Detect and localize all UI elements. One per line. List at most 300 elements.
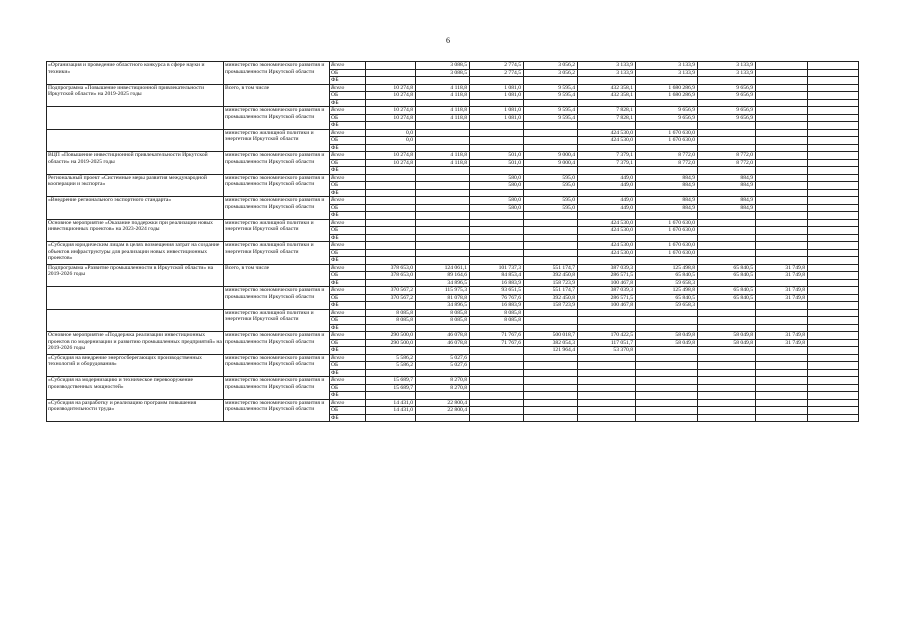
amount-cell	[416, 137, 470, 145]
empty-cell	[808, 137, 859, 145]
amount-cell	[636, 384, 698, 392]
empty-cell	[808, 324, 859, 332]
amount-cell	[756, 392, 808, 400]
amount-cell	[470, 122, 524, 130]
amount-cell	[524, 129, 578, 137]
amount-cell: 58 049,8	[636, 332, 698, 340]
amount-cell: 1 680 286,9	[636, 92, 698, 100]
amount-cell	[524, 369, 578, 377]
amount-cell: 14 431,0	[366, 399, 416, 407]
amount-cell	[366, 369, 416, 377]
empty-cell	[808, 279, 859, 287]
funding-source-cell: ФБ	[330, 144, 366, 152]
amount-cell: 34 896,5	[416, 302, 470, 310]
amount-cell	[698, 377, 756, 385]
amount-cell	[636, 354, 698, 362]
empty-cell	[808, 122, 859, 130]
amount-cell: 8 772,0	[636, 159, 698, 167]
amount-cell	[470, 189, 524, 197]
amount-cell	[416, 122, 470, 130]
responsible-executor-cell: министерство жилищной политики и энергетики Иркутской области	[224, 129, 330, 152]
amount-cell	[366, 324, 416, 332]
amount-cell	[578, 122, 636, 130]
amount-cell	[524, 77, 578, 85]
funding-source-cell: Всего	[330, 129, 366, 137]
amount-cell	[756, 354, 808, 362]
amount-cell	[756, 347, 808, 355]
amount-cell	[636, 309, 698, 317]
amount-cell	[578, 189, 636, 197]
amount-cell	[524, 354, 578, 362]
amount-cell	[524, 309, 578, 317]
amount-cell	[578, 317, 636, 325]
amount-cell	[578, 369, 636, 377]
amount-cell	[636, 324, 698, 332]
amount-cell: 31 749,8	[756, 294, 808, 302]
amount-cell: 84 853,4	[470, 272, 524, 280]
amount-cell	[578, 309, 636, 317]
funding-source-cell: ОБ	[330, 204, 366, 212]
amount-cell	[756, 369, 808, 377]
amount-cell: 10 274,8	[366, 159, 416, 167]
table-row	[47, 84, 859, 92]
amount-cell: 4 118,8	[416, 152, 470, 160]
amount-cell	[756, 69, 808, 77]
amount-cell: 5 586,2	[366, 362, 416, 370]
amount-cell	[366, 219, 416, 227]
amount-cell	[636, 77, 698, 85]
amount-cell: 551 174,7	[524, 264, 578, 272]
amount-cell: 884,9	[636, 197, 698, 205]
funding-source-cell: ОБ	[330, 159, 366, 167]
amount-cell	[636, 414, 698, 422]
amount-cell: 14 431,0	[366, 407, 416, 415]
program-name-cell: Подпрограмма «Повышение инвестиционной привлекательности Иркутской области» на 2019-2025 годы	[47, 84, 224, 107]
amount-cell	[524, 324, 578, 332]
amount-cell	[524, 377, 578, 385]
empty-cell	[808, 347, 859, 355]
funding-source-cell: Всего	[330, 399, 366, 407]
responsible-executor-cell: Всего, в том числе	[224, 84, 330, 107]
amount-cell: 31 749,8	[756, 332, 808, 340]
funding-source-cell: Всего	[330, 174, 366, 182]
funding-source-cell: ФБ	[330, 302, 366, 310]
amount-cell	[416, 242, 470, 250]
amount-cell: 65 840,5	[698, 294, 756, 302]
empty-cell	[808, 77, 859, 85]
amount-cell	[366, 167, 416, 175]
amount-cell	[470, 144, 524, 152]
program-name-cell: Региональный проект «Системные меры развития международной кооперации и экспорта»	[47, 174, 224, 197]
table-row	[47, 62, 859, 70]
amount-cell: 58 049,8	[636, 339, 698, 347]
amount-cell	[366, 227, 416, 235]
program-name-cell: ВЦП «Повышение инвестиционной привлекательности Иркутской области» на 2019-2025 годы	[47, 152, 224, 175]
amount-cell: 449,0	[578, 182, 636, 190]
page-number: 6	[446, 36, 450, 45]
funding-source-cell: ОБ	[330, 137, 366, 145]
funding-source-cell: ОБ	[330, 69, 366, 77]
empty-cell	[808, 242, 859, 250]
amount-cell	[756, 414, 808, 422]
funding-source-cell: ОБ	[330, 92, 366, 100]
amount-cell	[470, 167, 524, 175]
amount-cell	[578, 99, 636, 107]
amount-cell	[416, 414, 470, 422]
amount-cell: 9 656,9	[636, 114, 698, 122]
amount-cell: 31 749,8	[756, 339, 808, 347]
amount-cell: 1 081,0	[470, 84, 524, 92]
amount-cell	[698, 309, 756, 317]
amount-cell: 10 274,8	[366, 114, 416, 122]
amount-cell	[366, 212, 416, 220]
amount-cell	[578, 144, 636, 152]
amount-cell	[416, 249, 470, 257]
amount-cell	[698, 384, 756, 392]
table-row	[47, 219, 859, 227]
funding-source-cell: ОБ	[330, 407, 366, 415]
amount-cell	[698, 369, 756, 377]
amount-cell: 449,0	[578, 174, 636, 182]
amount-cell	[636, 362, 698, 370]
amount-cell	[756, 182, 808, 190]
amount-cell: 1 670 630,0	[636, 249, 698, 257]
amount-cell	[470, 77, 524, 85]
amount-cell: 65 840,5	[636, 272, 698, 280]
table-row	[47, 152, 859, 160]
empty-cell	[808, 377, 859, 385]
responsible-executor-cell: министерство экономического развития и промышленности Иркутской области	[224, 332, 330, 355]
amount-cell	[756, 362, 808, 370]
amount-cell	[756, 189, 808, 197]
amount-cell: 65 840,5	[698, 287, 756, 295]
amount-cell: 884,9	[698, 182, 756, 190]
amount-cell	[578, 407, 636, 415]
responsible-executor-cell: министерство экономического развития и промышленности Иркутской области	[224, 354, 330, 377]
funding-source-cell: ОБ	[330, 227, 366, 235]
amount-cell: 9 656,9	[698, 107, 756, 115]
amount-cell: 370 567,2	[366, 287, 416, 295]
amount-cell: 424 530,0	[578, 249, 636, 257]
empty-cell	[808, 369, 859, 377]
funding-source-cell: ОБ	[330, 272, 366, 280]
amount-cell	[698, 242, 756, 250]
amount-cell: 3 133,9	[578, 62, 636, 70]
funding-source-cell: Всего	[330, 332, 366, 340]
amount-cell: 8 085,8	[470, 309, 524, 317]
empty-cell	[808, 114, 859, 122]
amount-cell	[524, 392, 578, 400]
table-row	[47, 174, 859, 182]
amount-cell: 53 370,8	[578, 347, 636, 355]
amount-cell	[524, 384, 578, 392]
program-name-cell	[47, 287, 224, 310]
amount-cell: 595,0	[524, 204, 578, 212]
amount-cell: 449,0	[578, 204, 636, 212]
amount-cell	[698, 407, 756, 415]
empty-cell	[808, 362, 859, 370]
amount-cell	[366, 69, 416, 77]
amount-cell	[470, 242, 524, 250]
amount-cell	[366, 279, 416, 287]
amount-cell	[756, 84, 808, 92]
amount-cell	[416, 99, 470, 107]
empty-cell	[808, 309, 859, 317]
amount-cell	[636, 234, 698, 242]
funding-source-cell: Всего	[330, 309, 366, 317]
amount-cell	[636, 212, 698, 220]
amount-cell: 58 049,8	[698, 339, 756, 347]
funding-source-cell: ФБ	[330, 167, 366, 175]
amount-cell	[524, 257, 578, 265]
budget-table	[46, 61, 859, 422]
empty-cell	[808, 227, 859, 235]
funding-source-cell: ОБ	[330, 339, 366, 347]
amount-cell	[756, 234, 808, 242]
amount-cell	[756, 144, 808, 152]
amount-cell	[416, 234, 470, 242]
amount-cell: 8 085,8	[366, 317, 416, 325]
amount-cell	[756, 174, 808, 182]
amount-cell	[524, 137, 578, 145]
amount-cell	[524, 414, 578, 422]
amount-cell: 1 670 630,0	[636, 227, 698, 235]
amount-cell: 884,9	[698, 174, 756, 182]
amount-cell	[698, 99, 756, 107]
amount-cell: 9 656,9	[636, 107, 698, 115]
amount-cell: 8 085,8	[470, 317, 524, 325]
amount-cell: 3 133,9	[636, 69, 698, 77]
empty-cell	[808, 257, 859, 265]
amount-cell	[470, 234, 524, 242]
amount-cell: 2 774,5	[470, 62, 524, 70]
amount-cell: 170 422,5	[578, 332, 636, 340]
program-name-cell	[47, 107, 224, 130]
amount-cell	[578, 399, 636, 407]
amount-cell	[578, 167, 636, 175]
amount-cell	[416, 257, 470, 265]
empty-cell	[808, 414, 859, 422]
empty-cell	[808, 107, 859, 115]
funding-source-cell: ФБ	[330, 324, 366, 332]
funding-source-cell: ФБ	[330, 257, 366, 265]
amount-cell: 125 498,8	[636, 287, 698, 295]
amount-cell	[756, 122, 808, 130]
amount-cell: 4 118,8	[416, 92, 470, 100]
amount-cell: 117 051,7	[578, 339, 636, 347]
amount-cell	[524, 144, 578, 152]
amount-cell	[416, 392, 470, 400]
amount-cell	[756, 227, 808, 235]
empty-cell	[808, 197, 859, 205]
amount-cell	[524, 317, 578, 325]
funding-source-cell: ФБ	[330, 77, 366, 85]
amount-cell: 76 767,6	[470, 294, 524, 302]
amount-cell: 9 595,4	[524, 114, 578, 122]
amount-cell	[698, 129, 756, 137]
funding-source-cell: Всего	[330, 62, 366, 70]
empty-cell	[808, 182, 859, 190]
amount-cell	[470, 219, 524, 227]
table-row	[47, 129, 859, 137]
amount-cell	[756, 219, 808, 227]
amount-cell: 9 656,9	[698, 114, 756, 122]
amount-cell	[470, 407, 524, 415]
amount-cell	[698, 249, 756, 257]
amount-cell: 432 358,1	[578, 92, 636, 100]
amount-cell	[578, 414, 636, 422]
amount-cell: 59 658,3	[636, 302, 698, 310]
amount-cell	[524, 189, 578, 197]
amount-cell	[756, 197, 808, 205]
amount-cell: 1 680 286,9	[636, 84, 698, 92]
amount-cell: 290 500,0	[366, 332, 416, 340]
amount-cell: 9 000,4	[524, 159, 578, 167]
amount-cell: 121 964,4	[524, 347, 578, 355]
amount-cell: 884,9	[636, 174, 698, 182]
amount-cell	[636, 317, 698, 325]
responsible-executor-cell: министерство жилищной политики и энергетики Иркутской области	[224, 219, 330, 242]
amount-cell	[470, 399, 524, 407]
amount-cell: 5 586,2	[366, 354, 416, 362]
amount-cell: 382 054,3	[524, 339, 578, 347]
empty-cell	[808, 152, 859, 160]
amount-cell	[416, 227, 470, 235]
amount-cell: 4 118,8	[416, 159, 470, 167]
amount-cell	[470, 347, 524, 355]
responsible-executor-cell: министерство экономического развития и промышленности Иркутской области	[224, 107, 330, 130]
funding-source-cell: ОБ	[330, 362, 366, 370]
amount-cell: 4 118,8	[416, 84, 470, 92]
amount-cell	[366, 302, 416, 310]
amount-cell	[756, 317, 808, 325]
amount-cell: 9 595,4	[524, 84, 578, 92]
amount-cell: 65 840,5	[636, 294, 698, 302]
amount-cell: 2 774,5	[470, 69, 524, 77]
table-row	[47, 107, 859, 115]
amount-cell: 500 018,7	[524, 332, 578, 340]
amount-cell	[756, 92, 808, 100]
program-name-cell	[47, 309, 224, 332]
amount-cell: 595,0	[524, 197, 578, 205]
amount-cell: 1 670 630,0	[636, 137, 698, 145]
amount-cell	[366, 414, 416, 422]
amount-cell: 9 656,9	[698, 84, 756, 92]
amount-cell	[756, 407, 808, 415]
amount-cell	[698, 144, 756, 152]
responsible-executor-cell: министерство экономического развития и промышленности Иркутской области	[224, 62, 330, 85]
amount-cell	[756, 159, 808, 167]
amount-cell	[698, 362, 756, 370]
table-row	[47, 264, 859, 272]
amount-cell: 387 039,3	[578, 287, 636, 295]
amount-cell	[366, 197, 416, 205]
amount-cell: 884,9	[636, 204, 698, 212]
empty-cell	[808, 129, 859, 137]
amount-cell: 93 651,5	[470, 287, 524, 295]
program-name-cell: «Субсидия на модернизацию и техническое перевооружение производственных мощностей»	[47, 377, 224, 400]
amount-cell: 424 530,0	[578, 129, 636, 137]
amount-cell: 378 653,0	[366, 272, 416, 280]
amount-cell	[524, 99, 578, 107]
amount-cell: 7 379,1	[578, 159, 636, 167]
amount-cell	[416, 189, 470, 197]
amount-cell	[756, 384, 808, 392]
amount-cell: 15 689,7	[366, 377, 416, 385]
amount-cell: 551 174,7	[524, 287, 578, 295]
empty-cell	[808, 407, 859, 415]
amount-cell	[698, 122, 756, 130]
amount-cell	[636, 377, 698, 385]
amount-cell: 1 670 630,0	[636, 129, 698, 137]
amount-cell	[756, 77, 808, 85]
amount-cell	[698, 219, 756, 227]
amount-cell	[756, 249, 808, 257]
amount-cell	[698, 257, 756, 265]
amount-cell	[756, 152, 808, 160]
amount-cell	[756, 377, 808, 385]
amount-cell	[416, 369, 470, 377]
funding-source-cell: ФБ	[330, 369, 366, 377]
amount-cell: 8 085,8	[416, 309, 470, 317]
program-name-cell: «Субсидия юридическим лицам в целях возмещения затрат на создание объектов инфраструктуры для реализации новых инвестиционных проектов»	[47, 242, 224, 265]
responsible-executor-cell: Всего, в том числе	[224, 264, 330, 287]
amount-cell	[524, 227, 578, 235]
amount-cell: 501,0	[470, 159, 524, 167]
amount-cell	[698, 167, 756, 175]
amount-cell: 71 767,6	[470, 332, 524, 340]
amount-cell	[698, 324, 756, 332]
amount-cell	[416, 144, 470, 152]
empty-cell	[808, 174, 859, 182]
amount-cell: 8 772,0	[636, 152, 698, 160]
amount-cell	[470, 212, 524, 220]
amount-cell	[366, 257, 416, 265]
table-row	[47, 242, 859, 250]
amount-cell: 59 658,3	[636, 279, 698, 287]
program-name-cell: «Организация и проведение областного конкурса в сфере науки и техники»	[47, 62, 224, 85]
empty-cell	[808, 249, 859, 257]
amount-cell	[470, 392, 524, 400]
amount-cell: 580,0	[470, 197, 524, 205]
amount-cell: 5 027,6	[416, 354, 470, 362]
empty-cell	[808, 189, 859, 197]
empty-cell	[808, 384, 859, 392]
amount-cell	[524, 249, 578, 257]
amount-cell	[698, 234, 756, 242]
amount-cell: 7 828,1	[578, 107, 636, 115]
amount-cell	[578, 354, 636, 362]
amount-cell	[636, 144, 698, 152]
amount-cell: 8 270,8	[416, 377, 470, 385]
amount-cell	[756, 114, 808, 122]
program-name-cell: Основное мероприятие «Поддержка реализации инвестиционных проектов по модернизации и развитию промышленных предприятий» на 2019-2026 годы	[47, 332, 224, 355]
funding-source-cell: ФБ	[330, 279, 366, 287]
amount-cell: 8 270,8	[416, 384, 470, 392]
amount-cell	[524, 362, 578, 370]
amount-cell: 3 133,9	[578, 69, 636, 77]
funding-source-cell: ФБ	[330, 189, 366, 197]
funding-source-cell: ОБ	[330, 182, 366, 190]
amount-cell	[636, 189, 698, 197]
amount-cell	[578, 257, 636, 265]
amount-cell	[470, 249, 524, 257]
empty-cell	[808, 212, 859, 220]
table-row	[47, 354, 859, 362]
amount-cell	[470, 324, 524, 332]
amount-cell: 65 840,5	[698, 272, 756, 280]
empty-cell	[808, 69, 859, 77]
